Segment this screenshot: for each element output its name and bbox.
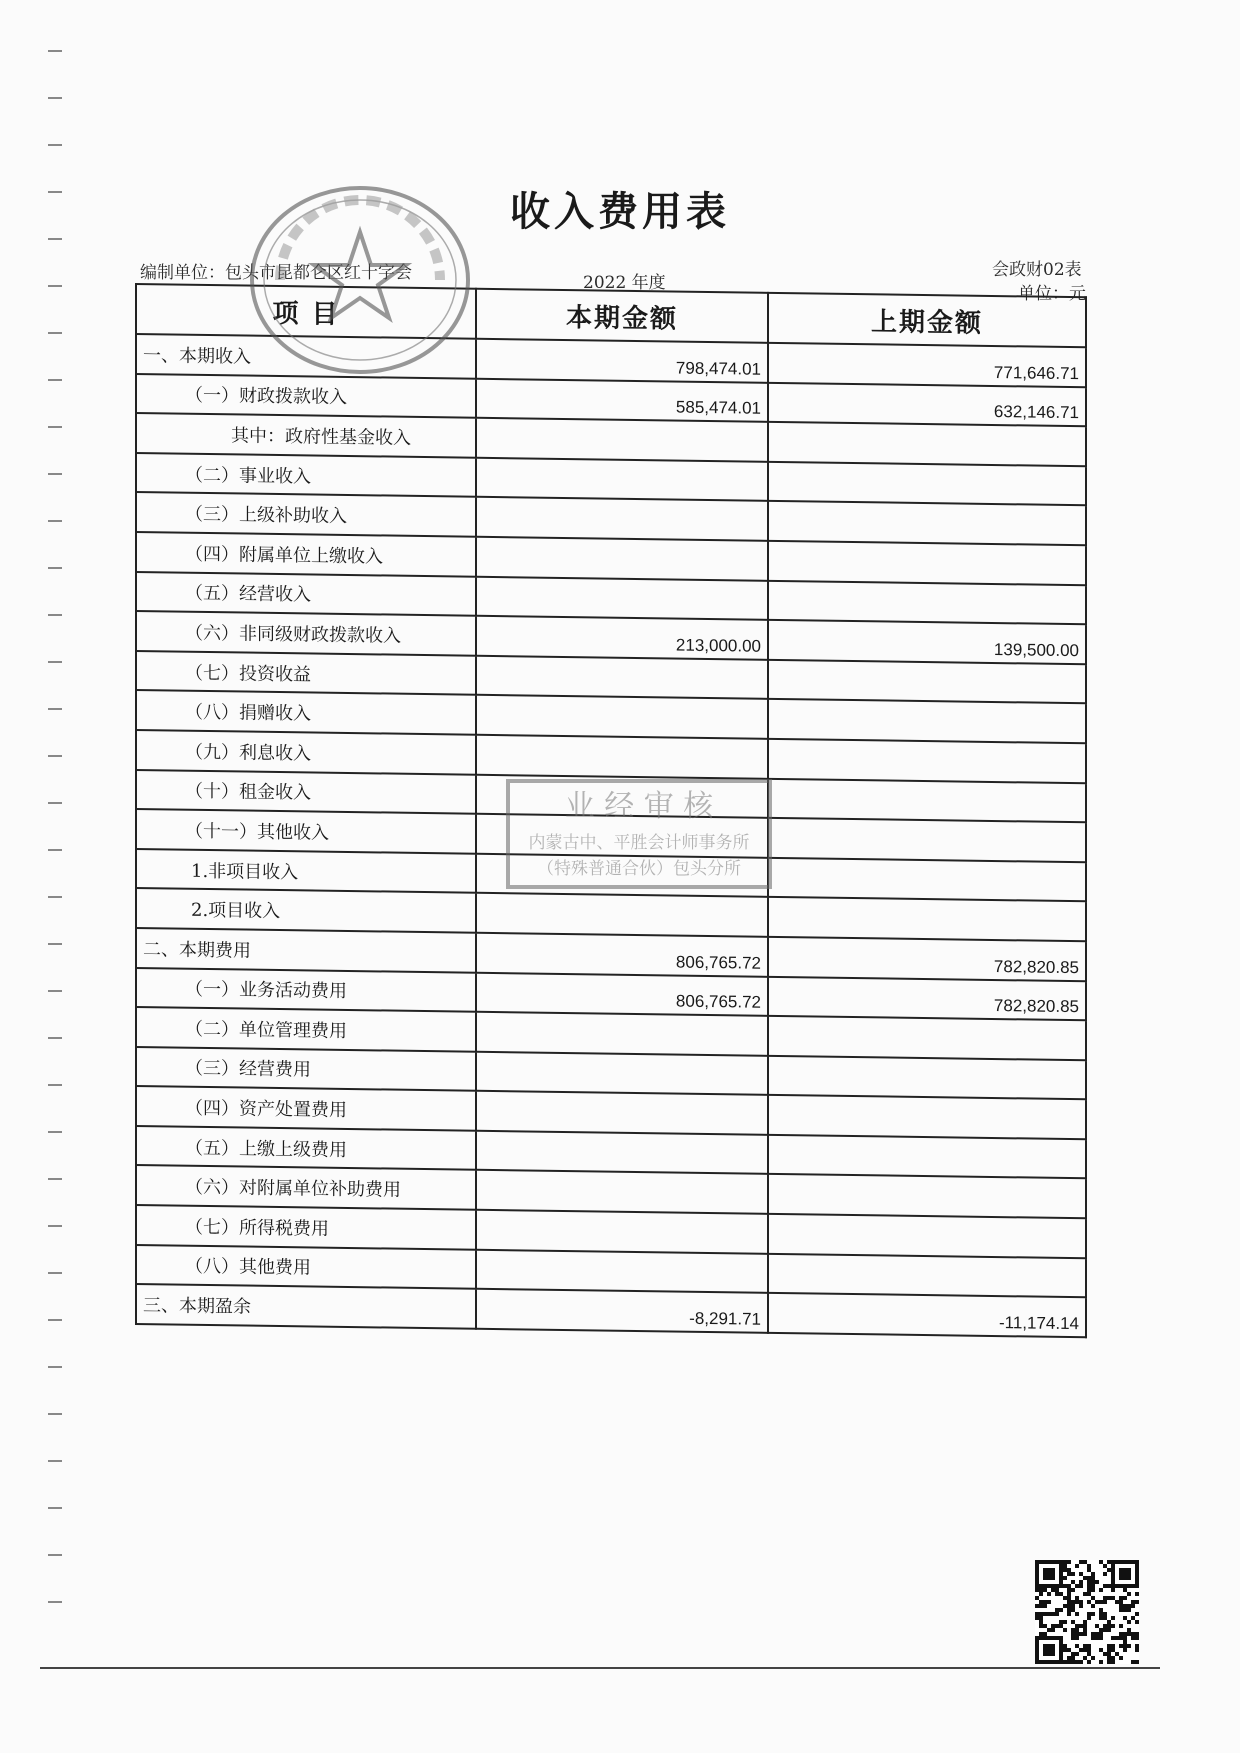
current-amount (476, 418, 768, 462)
current-amount: 806,765.72 (476, 972, 768, 1016)
current-amount: 798,474.01 (476, 339, 768, 383)
current-amount (476, 1170, 768, 1214)
current-amount (476, 1131, 768, 1175)
previous-amount (768, 541, 1086, 585)
row-label: （二）单位管理费用 (136, 1007, 476, 1051)
row-label: （八）其他费用 (136, 1245, 476, 1289)
current-amount: 585,474.01 (476, 378, 768, 422)
unit-label: 单位：元 (1018, 284, 1086, 304)
row-label: 其中：政府性基金收入 (136, 413, 476, 457)
previous-amount (768, 501, 1086, 545)
current-amount (476, 656, 768, 700)
row-label: （十一）其他收入 (136, 809, 476, 853)
audit-line2: （特殊普通合伙）包头分所 (537, 859, 741, 879)
row-label: （七）投资收益 (136, 651, 476, 695)
row-label: （四）资产处置费用 (136, 1086, 476, 1130)
row-label: 二、本期费用 (136, 928, 476, 972)
previous-amount: 139,500.00 (768, 620, 1086, 664)
qr-code-icon (1035, 1560, 1139, 1664)
previous-amount (768, 1016, 1086, 1060)
previous-amount (768, 699, 1086, 743)
row-label: （四）附属单位上缴收入 (136, 532, 476, 576)
year-label: 2022 年度 (583, 273, 666, 293)
previous-amount: 782,820.85 (768, 937, 1086, 981)
current-amount (476, 1051, 768, 1095)
previous-amount (768, 739, 1086, 783)
previous-amount (768, 462, 1086, 506)
current-amount: 806,765.72 (476, 933, 768, 977)
row-label: （一）财政拨款收入 (136, 374, 476, 418)
previous-amount (768, 1135, 1086, 1179)
row-label: 2.项目收入 (136, 888, 476, 932)
row-label: （一）业务活动费用 (136, 968, 476, 1012)
current-amount (476, 1249, 768, 1293)
row-label: 1.非项目收入 (136, 849, 476, 893)
current-amount (476, 735, 768, 779)
current-amount (476, 1091, 768, 1135)
header-current-amount: 本期金额 (476, 289, 768, 343)
current-amount (476, 576, 768, 620)
current-amount (476, 695, 768, 739)
previous-amount: 632,146.71 (768, 382, 1086, 426)
row-label: （三）上级补助收入 (136, 492, 476, 536)
income-expense-table (135, 283, 1085, 1338)
current-amount (476, 1210, 768, 1254)
row-label: （五）经营收入 (136, 572, 476, 616)
current-amount (476, 1012, 768, 1056)
row-label: （九）利息收入 (136, 730, 476, 774)
page-title: 收入费用表 (510, 188, 730, 235)
previous-amount: 771,646.71 (768, 343, 1086, 387)
previous-amount (768, 1056, 1086, 1100)
header-item: 项 目 (136, 284, 476, 339)
previous-amount (768, 1174, 1086, 1218)
header-previous-amount: 上期金额 (768, 293, 1086, 347)
previous-amount: -11,174.14 (768, 1293, 1086, 1337)
row-label: （五）上缴上级费用 (136, 1126, 476, 1170)
current-amount (476, 497, 768, 541)
audit-title: 业 经 审 核 (564, 789, 714, 824)
current-amount (476, 853, 768, 897)
row-label: （二）事业收入 (136, 453, 476, 497)
form-code: 会政财02表 (992, 260, 1082, 280)
previous-amount (768, 580, 1086, 624)
row-label: 三、本期盈余 (136, 1284, 476, 1328)
current-amount: 213,000.00 (476, 616, 768, 660)
previous-amount (768, 818, 1086, 862)
previous-amount (768, 1214, 1086, 1258)
previous-amount (768, 1095, 1086, 1139)
current-amount (476, 814, 768, 858)
previous-amount (768, 1253, 1086, 1297)
current-amount: -8,291.71 (476, 1289, 768, 1333)
current-amount (476, 458, 768, 502)
row-label: （七）所得税费用 (136, 1205, 476, 1249)
org-label: 编制单位：包头市昆都仑区红十字会 (140, 263, 412, 283)
audit-line1: 内蒙古中、平胜会计师事务所 (528, 833, 750, 853)
current-amount (476, 893, 768, 937)
previous-amount (768, 778, 1086, 822)
row-label: （八）捐赠收入 (136, 690, 476, 734)
previous-amount: 782,820.85 (768, 976, 1086, 1020)
current-amount (476, 774, 768, 818)
previous-amount (768, 422, 1086, 466)
footer-divider (40, 1667, 1160, 1669)
row-label: （六）对附属单位补助费用 (136, 1165, 476, 1209)
row-label: （十）租金收入 (136, 770, 476, 814)
row-label: （三）经营费用 (136, 1047, 476, 1091)
row-label: 一、本期收入 (136, 334, 476, 378)
previous-amount (768, 897, 1086, 941)
row-label: （六）非同级财政拨款收入 (136, 611, 476, 655)
current-amount (476, 537, 768, 581)
previous-amount (768, 660, 1086, 704)
previous-amount (768, 858, 1086, 902)
